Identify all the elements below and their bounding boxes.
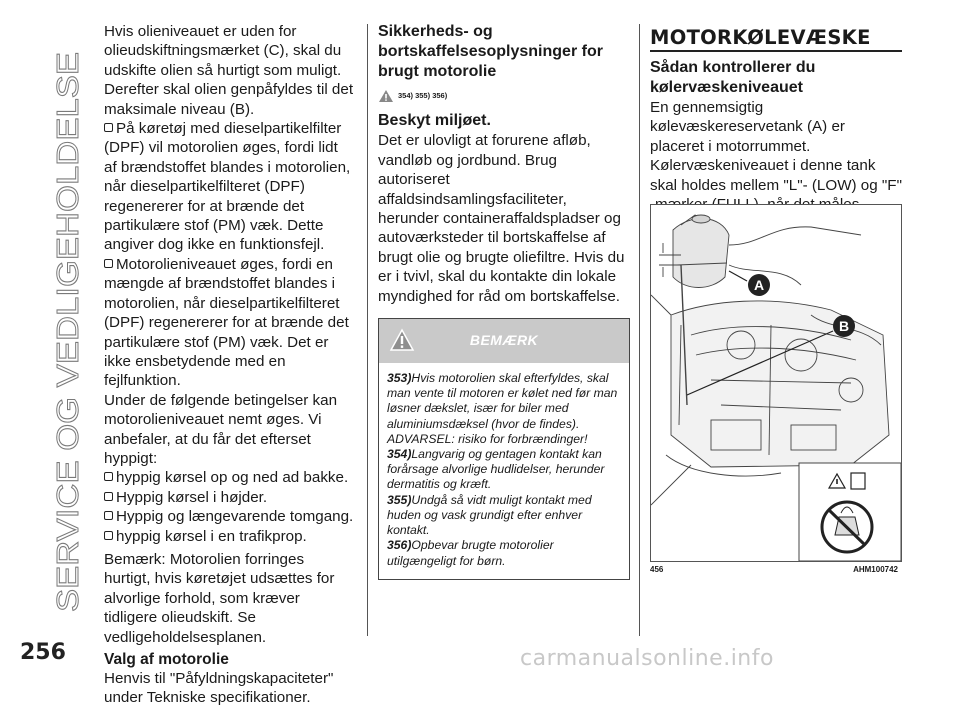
paragraph: Hvis olieniveauet er uden for olieudskiftningsmærket (C), skal du udskifte olien så hurtigt som muligt. Derefter skal olien genpåfyldes til det maksimale niveau (B). [104, 23, 354, 118]
figure-number: 456 [650, 565, 664, 574]
section-sidebar-label [22, 22, 92, 632]
list-item-text: På køretøj med dieselpartikelfilter (DPF) vil motorolien øges, fordi lidt af brændstoffet blandes i motorolien, når dieselpartikelfilteret (DPF) regenererer for at brænde det partikulære stof (PM) væk. Dette angiver dog ikke en funktionsfejl. [104, 120, 351, 254]
note-number: 355) [387, 492, 412, 507]
list-item [104, 527, 354, 546]
note-text: Opbevar brugte motorolier utilgængeligt for børn. [387, 538, 554, 568]
note-number: 353) [387, 371, 412, 386]
note-item [387, 371, 621, 447]
column-1 [104, 22, 354, 708]
note-text: Hvis motorolien skal efterfyldes, skal man vente til motoren er kølet ned før man løsner dækslet, især for biler med aluminiumsdæksel (hvor de findes). ADVARSEL: risiko for forbrændinger! [387, 371, 618, 446]
list-item [104, 119, 354, 255]
note-item [387, 538, 621, 568]
note-item [387, 447, 621, 493]
list-item [104, 255, 354, 391]
note-text: Undgå så vidt muligt kontakt med huden og vask grundigt efter enhver kontakt. [387, 492, 592, 538]
list-item [104, 507, 354, 526]
list-item-text: Motorolieniveauet øges, fordi en mængde af brændstoffet blandes i motorolien, når dieselpartikelfilteret (DPF) regenererer for at brænde det partikulære stof (PM) væk. Det er ikke ensbetydende med en fejlfunktion. [104, 255, 349, 390]
section-heading: Valg af motorolie [104, 651, 229, 668]
list-item-text: hyppig kørsel op og ned ad bakke. [116, 469, 349, 487]
page-number: 256 [20, 640, 66, 665]
list-item-text: Hyppig kørsel i højder. [116, 488, 268, 506]
engine-illustration [650, 204, 902, 562]
watermark: carmanualsonline.info [520, 646, 774, 671]
note-item [387, 493, 621, 539]
reference-numbers: 354) 355) 356) [398, 91, 448, 100]
checkbox-bullet-icon [104, 531, 113, 540]
chapter-title: MOTORKØLEVÆSKE [650, 28, 902, 52]
label-a: A [753, 277, 765, 293]
paragraph: Henvis til "Påfyldningskapaciteter" under Tekniske specifikationer. [104, 670, 334, 707]
note-header [379, 319, 629, 363]
section-heading: Beskyt miljøet. [378, 112, 491, 130]
checkbox-bullet-icon [104, 123, 113, 132]
column-divider [639, 24, 640, 636]
paragraph: Under de følgende betingelser kan motorolieniveauet nemt øges. Vi anbefaler, at du får det efterset hyppigt: [104, 391, 338, 467]
checkbox-bullet-icon [104, 492, 113, 501]
checkbox-bullet-icon [104, 511, 113, 520]
paragraph: En gennemsigtig kølevæskereservetank (A) er placeret i motorrummet. Kølervæskeniveauet i denne tank skal holdes mellem "L"- (LOW) og "F" [650, 99, 902, 194]
note-title: BEMÆRK [469, 332, 539, 349]
checkbox-bullet-icon [104, 259, 113, 268]
list-item [104, 488, 354, 507]
figure-caption [650, 565, 900, 574]
checkbox-bullet-icon [104, 472, 113, 481]
section-heading: Sikkerheds- og bortskaffelsesoplysninger for brugt motorolie [378, 23, 603, 80]
sidebar-vertical-text [22, 22, 92, 632]
column-2 [378, 22, 630, 580]
note-number: 356) [387, 538, 412, 553]
list-item-text: Hyppig og længevarende tomgang. [116, 508, 354, 526]
note-box [378, 318, 630, 580]
reference-line [378, 86, 630, 105]
note-body [379, 363, 629, 579]
section-heading: Sådan kontrollerer du kølervæskeniveauet [650, 59, 816, 96]
list-item-text: hyppig kørsel i en trafikprop. [116, 527, 307, 545]
paragraph: Bemærk: Motorolien forringes hurtigt, hvis køretøjet udsættes for alvorlige forhold, som kræver tidligere olieudskift. Se vedligeholdelsesplanen. [104, 550, 335, 646]
figure-code: AHM100742 [853, 565, 898, 574]
note-text: Langvarig og gentagen kontakt kan forårsage alvorlige hudlidelser, herunder dermatitis og kræft. [387, 447, 605, 492]
sidebar-text: SERVICE OG VEDLIGEHOLDELSE [50, 111, 85, 612]
list-item [104, 468, 354, 487]
note-number: 354) [387, 447, 412, 462]
column-divider [367, 24, 368, 636]
engine-bay-drawing [651, 205, 901, 561]
paragraph: Det er ulovligt at forurene afløb, vandløb og jordbund. Brug autoriseret affaldsindsamlingsfaciliteter, herunder containeraffaldspladser og autoværksteder til bortskaffelse af brugt olie og brugte oliefiltre. Hvis du er i tvivl, skal du kontakte din lokale myndighed for råd om bortskaffelse. [378, 132, 625, 305]
label-b: B [838, 318, 850, 334]
column-3 [650, 22, 902, 234]
warning-triangle-icon [378, 89, 394, 103]
